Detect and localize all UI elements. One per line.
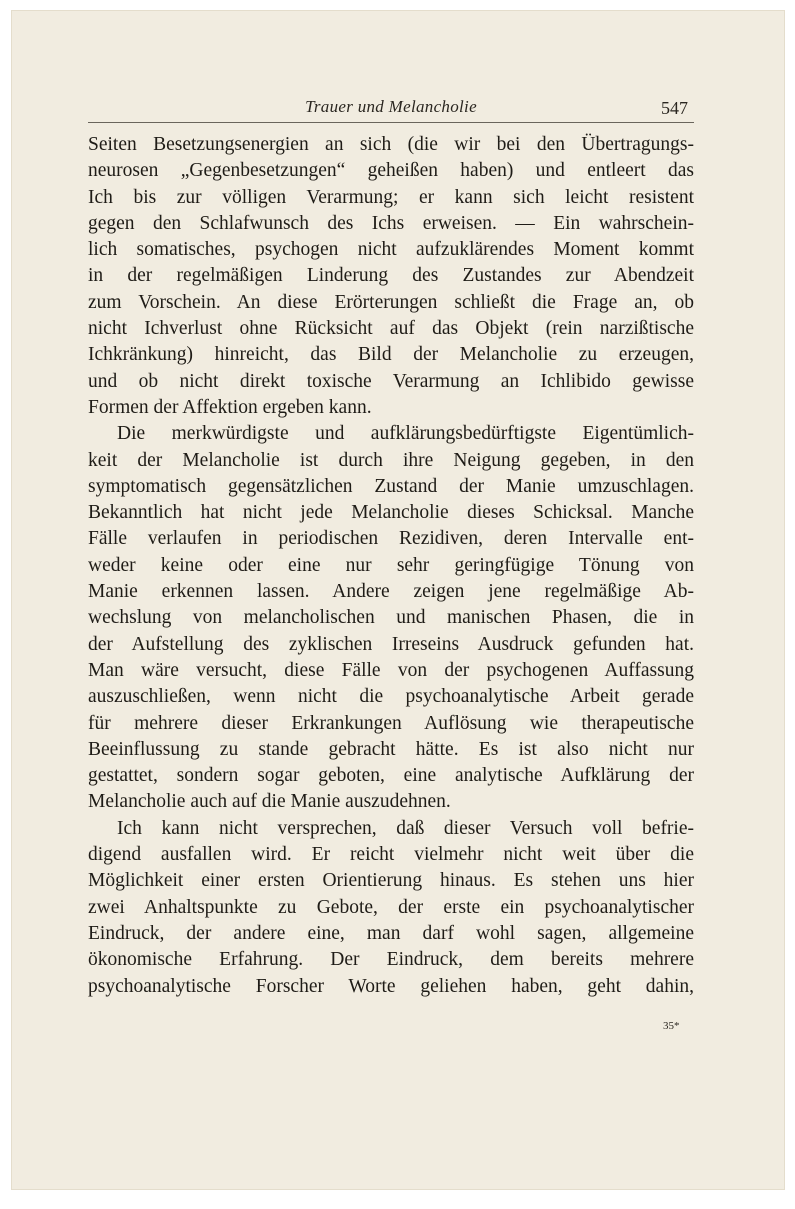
text-line: nicht Ichverlust ohne Rücksicht auf das Objekt (rein narzißtische xyxy=(88,318,694,340)
text-line: Manie erkennen lassen. Andere zeigen jene regelmäßige Ab- xyxy=(88,581,694,603)
paragraph-first-line: Die merkwürdigste und aufklärungsbedürftigste Eigentümlich- xyxy=(117,423,694,445)
text-line: Bekanntlich hat nicht jede Melancholie dieses Schicksal. Manche xyxy=(88,502,694,524)
text-line: in der regelmäßigen Linderung des Zustandes zur Abendzeit xyxy=(88,265,694,287)
text-line: für mehrere dieser Erkrankungen Auflösung wie therapeutische xyxy=(88,712,694,734)
running-title: Trauer und Melancholie xyxy=(305,97,477,116)
text-line: weder keine oder eine nur sehr geringfügige Tönung von xyxy=(88,554,694,576)
text-line: gestattet, sondern sogar geboten, eine analytische Aufklärung der xyxy=(88,765,694,787)
text-line: psychoanalytische Forscher Worte geliehen haben, geht dahin, xyxy=(88,975,694,997)
text-line: lich somatisches, psychogen nicht aufzuklärendes Moment kommt xyxy=(88,239,694,261)
text-line: Formen der Affektion ergeben kann. xyxy=(88,396,372,418)
text-line: wechslung von melancholischen und manischen Phasen, die in xyxy=(88,607,694,629)
text-line: Fälle verlaufen in periodischen Rezidiven, deren Intervalle ent- xyxy=(88,528,694,550)
text-line: auszuschließen, wenn nicht die psychoanalytische Arbeit gerade xyxy=(88,686,694,708)
paragraph-first-line: Ich kann nicht versprechen, daß dieser Versuch voll befrie- xyxy=(117,817,694,839)
page-number: 547 xyxy=(661,98,688,118)
text-line: Eindruck, der andere eine, man darf wohl sagen, allgemeine xyxy=(88,922,694,944)
text-line: Seiten Besetzungsenergien an sich (die wir bei den Übertragungs- xyxy=(88,134,694,155)
text-line: symptomatisch gegensätzlichen Zustand der Manie umzuschlagen. xyxy=(88,475,694,497)
text-line: zwei Anhaltspunkte zu Gebote, der erste ein psychoanalytischer xyxy=(88,896,694,918)
signature-mark: 35* xyxy=(663,1020,680,1032)
body-text xyxy=(88,132,694,1000)
text-line: ökonomische Erfahrung. Der Eindruck, dem bereits mehrere xyxy=(88,949,694,971)
text-line: keit der Melancholie ist durch ihre Neigung gegeben, in den xyxy=(88,449,694,471)
text-line: gegen den Schlafwunsch des Ichs erweisen. — Ein wahrschein- xyxy=(88,212,694,234)
text-line: Beeinflussung zu stande gebracht hätte. Es ist also nicht nur xyxy=(88,738,694,760)
text-line: der Aufstellung des zyklischen Irreseins Ausdruck gefunden hat. xyxy=(88,633,694,655)
text-line: Ich bis zur völligen Verarmung; er kann sich leicht resistent xyxy=(88,186,694,208)
text-line: digend ausfallen wird. Er reicht vielmehr nicht weit über die xyxy=(88,844,694,866)
text-line: Melancholie auch auf die Manie auszudehnen. xyxy=(88,791,451,813)
page-header xyxy=(88,96,694,123)
text-line: Ichkränkung) hinreicht, das Bild der Melancholie zu erzeugen, xyxy=(88,344,694,366)
text-line: und ob nicht direkt toxische Verarmung an Ichlibido gewisse xyxy=(88,370,694,392)
text-line: Möglichkeit einer ersten Orientierung hinaus. Es stehen uns hier xyxy=(88,870,694,892)
text-line: neurosen „Gegenbesetzungen“ geheißen haben) und entleert das xyxy=(88,160,694,182)
text-line: zum Vorschein. An diese Erörterungen schließt die Frage an, ob xyxy=(88,291,694,313)
text-line: Man wäre versucht, diese Fälle von der psychogenen Auffassung xyxy=(88,659,694,681)
